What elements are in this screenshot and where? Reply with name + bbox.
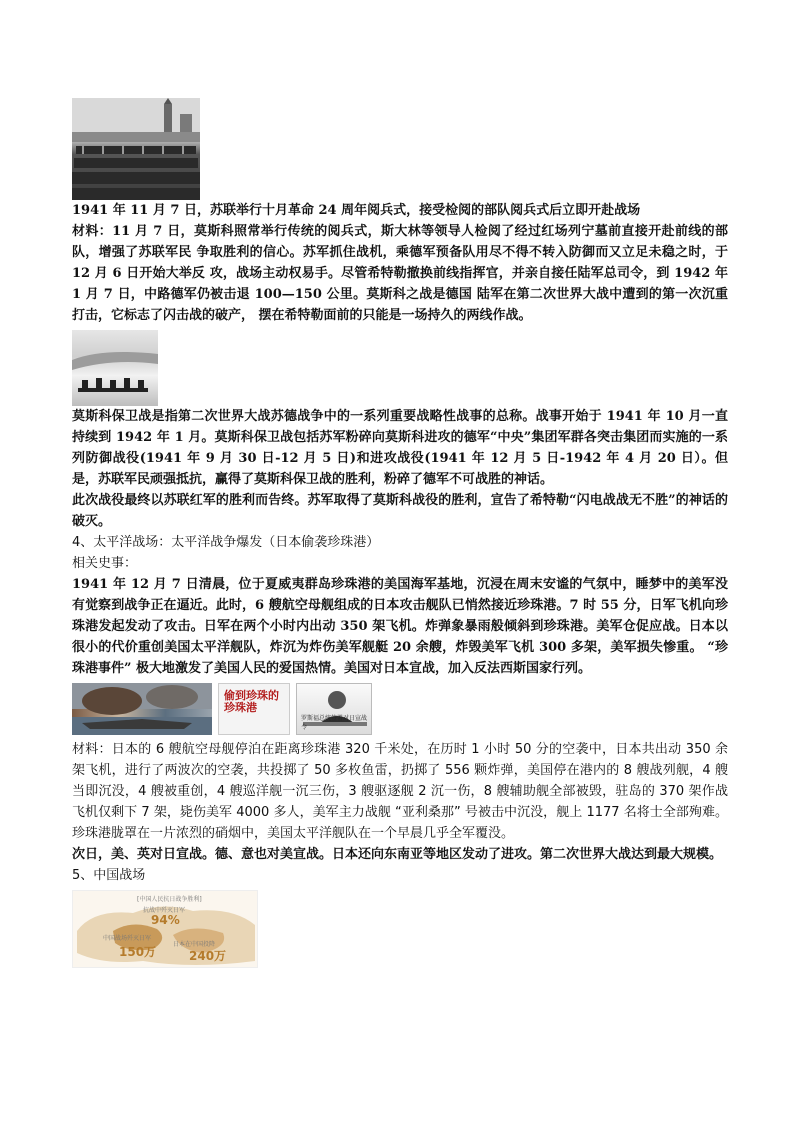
china-theater-map-image bbox=[72, 890, 258, 968]
paragraph-war-declarations: 次日，美、英对日宣战。德、意也对美宣战。日本还向东南亚等地区发动了进攻。第二次世界大战达到最大规模。 bbox=[72, 847, 723, 862]
roosevelt-photo bbox=[296, 683, 372, 735]
document-page bbox=[72, 98, 728, 968]
paragraph-moscow-parade: 材料：11 月 7 日，莫斯科照常举行传统的阅兵式，斯大林等领导人检阅了经过红场列宁墓前直接开赴前线的部队，增强了苏联军民 争取胜利的信心。苏军抓住战机，乘德军预备队用尽不得不转入防御而又立足未稳之时，于 12 月 6 日开始大举反 攻，战场主动权易手。尽管希特勒撤换前线指挥官，并亲自接任陆军总司令，到 1942 年 1 月 7 日，中路德军仍被击退 100—150 公里。莫斯科之战是德国 陆军在第二次世界大战中遭到的第一次沉重打击，它标志了闪击战的破产， 摆在希特勒面前的只能是一场持久的两线作战。 bbox=[72, 224, 728, 323]
label-related-history: 相关史事： bbox=[72, 556, 138, 571]
map-right-number: 240万 bbox=[189, 949, 227, 963]
roosevelt-caption: 罗斯福总统签署对日宣战令 bbox=[301, 715, 368, 731]
map-note-right: 日本在中国投降 bbox=[173, 941, 216, 948]
map-title: [中国人民抗日战争胜利] bbox=[137, 896, 202, 903]
paragraph-moscow-defense: 莫斯科保卫战是指第二次世界大战苏德战争中的一系列重要战略性战事的总称。战事开始于 1941 年 10 月一直持续到 1942 年 1 月。莫斯科保卫战包括苏军粉碎向莫斯科进攻的德军“中央”集团军群各突击集团而实施的一系列防御战役(1941 年 9 月 30 日-12 月 5 日)和进攻战役(1941 年 12 月 5 日-1942 年 4 月 20 日）。但是，苏联军民顽强抵抗，赢得了莫斯科保卫战的胜利，粉碎了德军不可战胜的神话。 bbox=[72, 409, 728, 487]
paragraph-moscow-result: 此次战役最终以苏联红军的胜利而告终。苏军取得了莫斯科战役的胜利，宣告了希特勒“闪电战战无不胜”的神话的破灭。 bbox=[72, 493, 728, 529]
map-percentage: 94% bbox=[151, 913, 180, 927]
pearl-harbor-images bbox=[72, 683, 728, 735]
pearl-harbor-attack-photo bbox=[72, 683, 212, 735]
pearl-harbor-title-text: 偷到珍珠的珍珠港 bbox=[224, 689, 279, 714]
map-note-left: 中国战场歼灭日军 bbox=[103, 935, 152, 942]
map-left-number: 150万 bbox=[119, 945, 157, 959]
moscow-parade-photo bbox=[72, 98, 200, 200]
paragraph-pearl-harbor: 1941 年 12 月 7 日清晨，位于夏威夷群岛珍珠港的美国海军基地，沉浸在周末安谧的气氛中，睡梦中的美军没有觉察到战争正在逼近。此时，6 艘航空母舰组成的日本攻击舰队已悄然接近珍珠港。7 时 55 分，日军飞机向珍珠港发起发动了攻击。日军在两个小时内出动 350 架飞机。炸弹象暴雨般倾斜到珍珠港。美军仓促应战。日本以很小的代价重创美国太平洋舰队，炸沉为炸伤美军舰艇 20 余艘，炸毁美军飞机 300 多架，美军损失惨重。 “珍珠港事件” 极大地激发了美国人民的爱国热情。美国对日本宣战，加入反法西斯国家行列。 bbox=[72, 577, 728, 676]
photo1-caption: 1941 年 11 月 7 日，苏联举行十月革命 24 周年阅兵式，接受检阅的部队阅兵式后立即开赴战场 bbox=[72, 203, 641, 218]
map-note-top: 抗战中歼灭日军 bbox=[143, 907, 186, 914]
pearl-harbor-title-image bbox=[218, 683, 290, 735]
heading-pacific-theater: 4、太平洋战场：太平洋战争爆发（日本偷袭珍珠港） bbox=[72, 535, 380, 550]
moscow-cavalry-photo bbox=[72, 330, 158, 406]
paragraph-pearl-harbor-material: 材料：日本的 6 艘航空母舰停泊在距离珍珠港 320 千米处，在历时 1 小时 50 分的空袭中，日本共出动 350 余架飞机，进行了两波次的空袭，共投掷了 50 多枚鱼雷，扔掷了 556 颗炸弹，美国停在港内的 8 艘战列舰，4 艘当即沉没，4 艘被重创，4 艘巡洋舰一沉三伤，3 艘驱逐舰 2 沉一伤，8 艘辅助舰全部被毁，驻岛的 370 架作战飞机仅剩下 7 架，毙伤美军 4000 多人，美军主力战舰 “亚利桑那” 号被击中沉没，舰上 1177 名将士全部殉难。珍珠港胧罩在一片浓烈的硝烟中，美国太平洋舰队在一个早晨几乎全军覆没。 bbox=[72, 742, 728, 841]
heading-china-theater: 5、中国战场 bbox=[72, 868, 146, 883]
